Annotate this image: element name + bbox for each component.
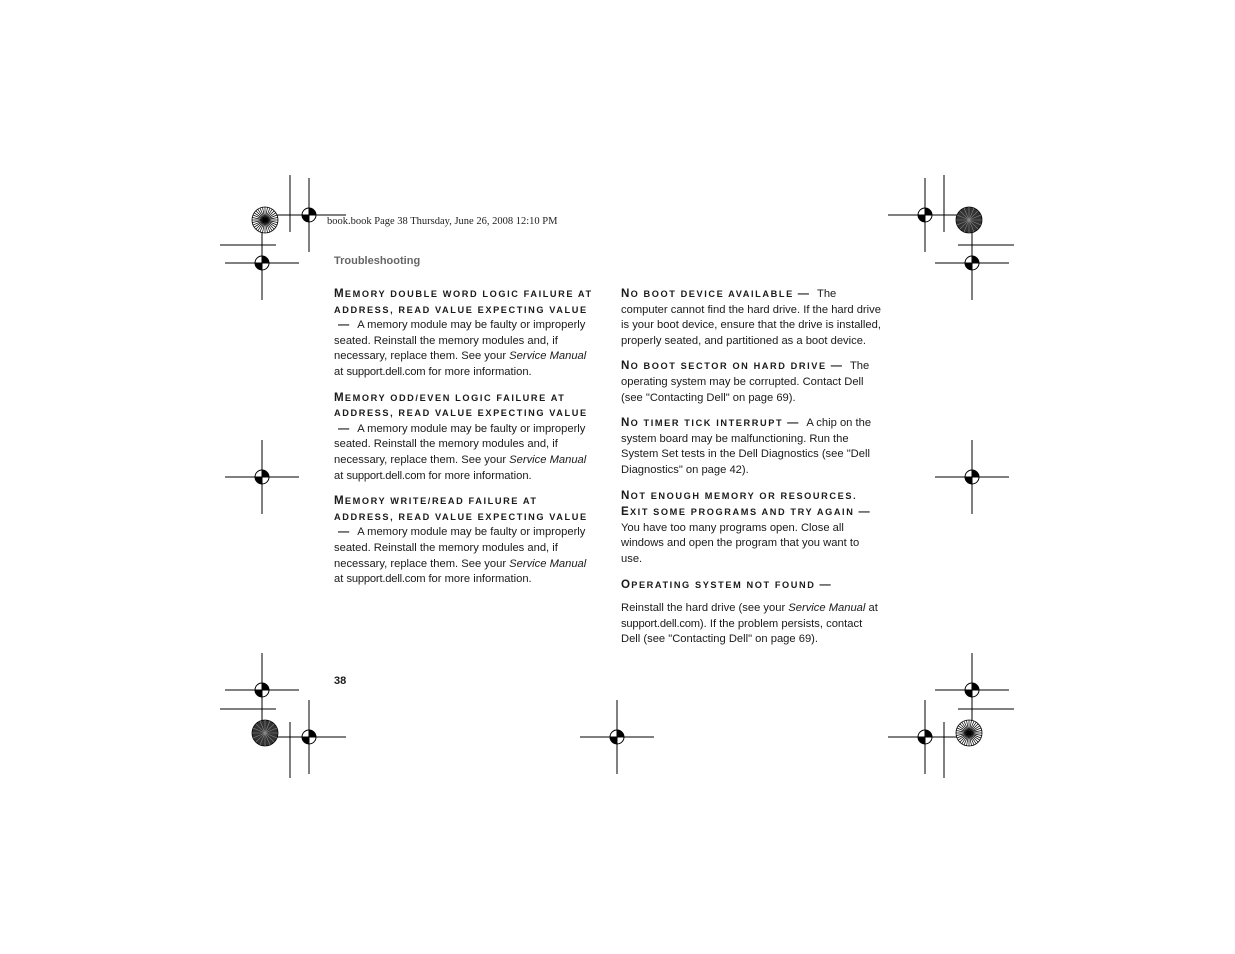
support-url: support.dell.com	[621, 617, 700, 630]
error-entry: NO BOOT SECTOR ON HARD DRIVE — The operating system may be corrupted. Contact Dell (see "Contacting Dell" on page 69).	[621, 359, 870, 404]
support-url: support.dell.com	[346, 365, 426, 378]
right-column	[621, 286, 883, 657]
error-entry-body: Reinstall the hard drive (see your Service Manual at support.dell.com). If the problem persists, contact Dell (see "Contacting Dell" on page 69).	[621, 602, 878, 646]
error-entry: MEMORY WRITE/READ FAILURE AT ADDRESS, READ VALUE EXPECTING VALUE— A memory module may be faulty or improperly seated. Reinstall the memory modules and, if necessary, replace them. See your Service Manual at support.dell.com for more information.	[334, 494, 588, 586]
running-head: Troubleshooting	[334, 255, 421, 267]
error-heading-standalone: OPERATING SYSTEM NOT FOUND —	[621, 577, 831, 591]
error-heading: NO BOOT DEVICE AVAILABLE	[621, 287, 794, 300]
support-url: support.dell.com	[346, 469, 426, 482]
error-heading: NO TIMER TICK INTERRUPT	[621, 416, 784, 430]
error-heading: MEMORY ODD/EVEN LOGIC FAILURE AT ADDRESS, READ VALUE EXPECTING VALUE	[334, 390, 588, 419]
error-heading: MEMORY DOUBLE WORD LOGIC FAILURE AT ADDRESS, READ VALUE EXPECTING VALUE	[334, 287, 593, 315]
error-heading: MEMORY WRITE/READ FAILURE AT ADDRESS, READ VALUE EXPECTING VALUE	[334, 494, 588, 522]
error-entry: MEMORY ODD/EVEN LOGIC FAILURE AT ADDRESS, READ VALUE EXPECTING VALUE— A memory module may be faulty or improperly seated. Reinstall the memory modules and, if necessary, replace them. See your Service Manual at support.dell.com for more information.	[334, 390, 588, 482]
error-entry: MEMORY DOUBLE WORD LOGIC FAILURE AT ADDRESS, READ VALUE EXPECTING VALUE— A memory module may be faulty or improperly seated. Reinstall the memory modules and, if necessary, replace them. See your Service Manual at support.dell.com for more information.	[334, 287, 593, 378]
error-entry: NO BOOT DEVICE AVAILABLE — The computer cannot find the hard drive. If the hard drive is your boot device, ensure that the drive is installed, properly seated, and partitioned as a boot device.	[621, 287, 881, 347]
left-column	[334, 286, 596, 597]
page-number: 38	[334, 675, 347, 687]
error-heading: NO BOOT SECTOR ON HARD DRIVE	[621, 359, 827, 373]
error-entry: NO TIMER TICK INTERRUPT — A chip on the system board may be malfunctioning. Run the System Set tests in the Dell Diagnostics (see "Dell Diagnostics" on page 42).	[621, 416, 872, 476]
print-slug: book.book Page 38 Thursday, June 26, 2008 12:10 PM	[327, 216, 558, 227]
error-heading: OPERATING SYSTEM NOT FOUND	[621, 577, 816, 591]
support-url: support.dell.com	[346, 573, 426, 586]
error-heading: NOT ENOUGH MEMORY OR RESOURCES. EXIT SOME PROGRAMS AND TRY AGAIN	[621, 488, 858, 519]
error-entry: NOT ENOUGH MEMORY OR RESOURCES. EXIT SOME PROGRAMS AND TRY AGAIN —You have too many programs open. Close all windows and open the program that you want to use.	[621, 488, 870, 565]
